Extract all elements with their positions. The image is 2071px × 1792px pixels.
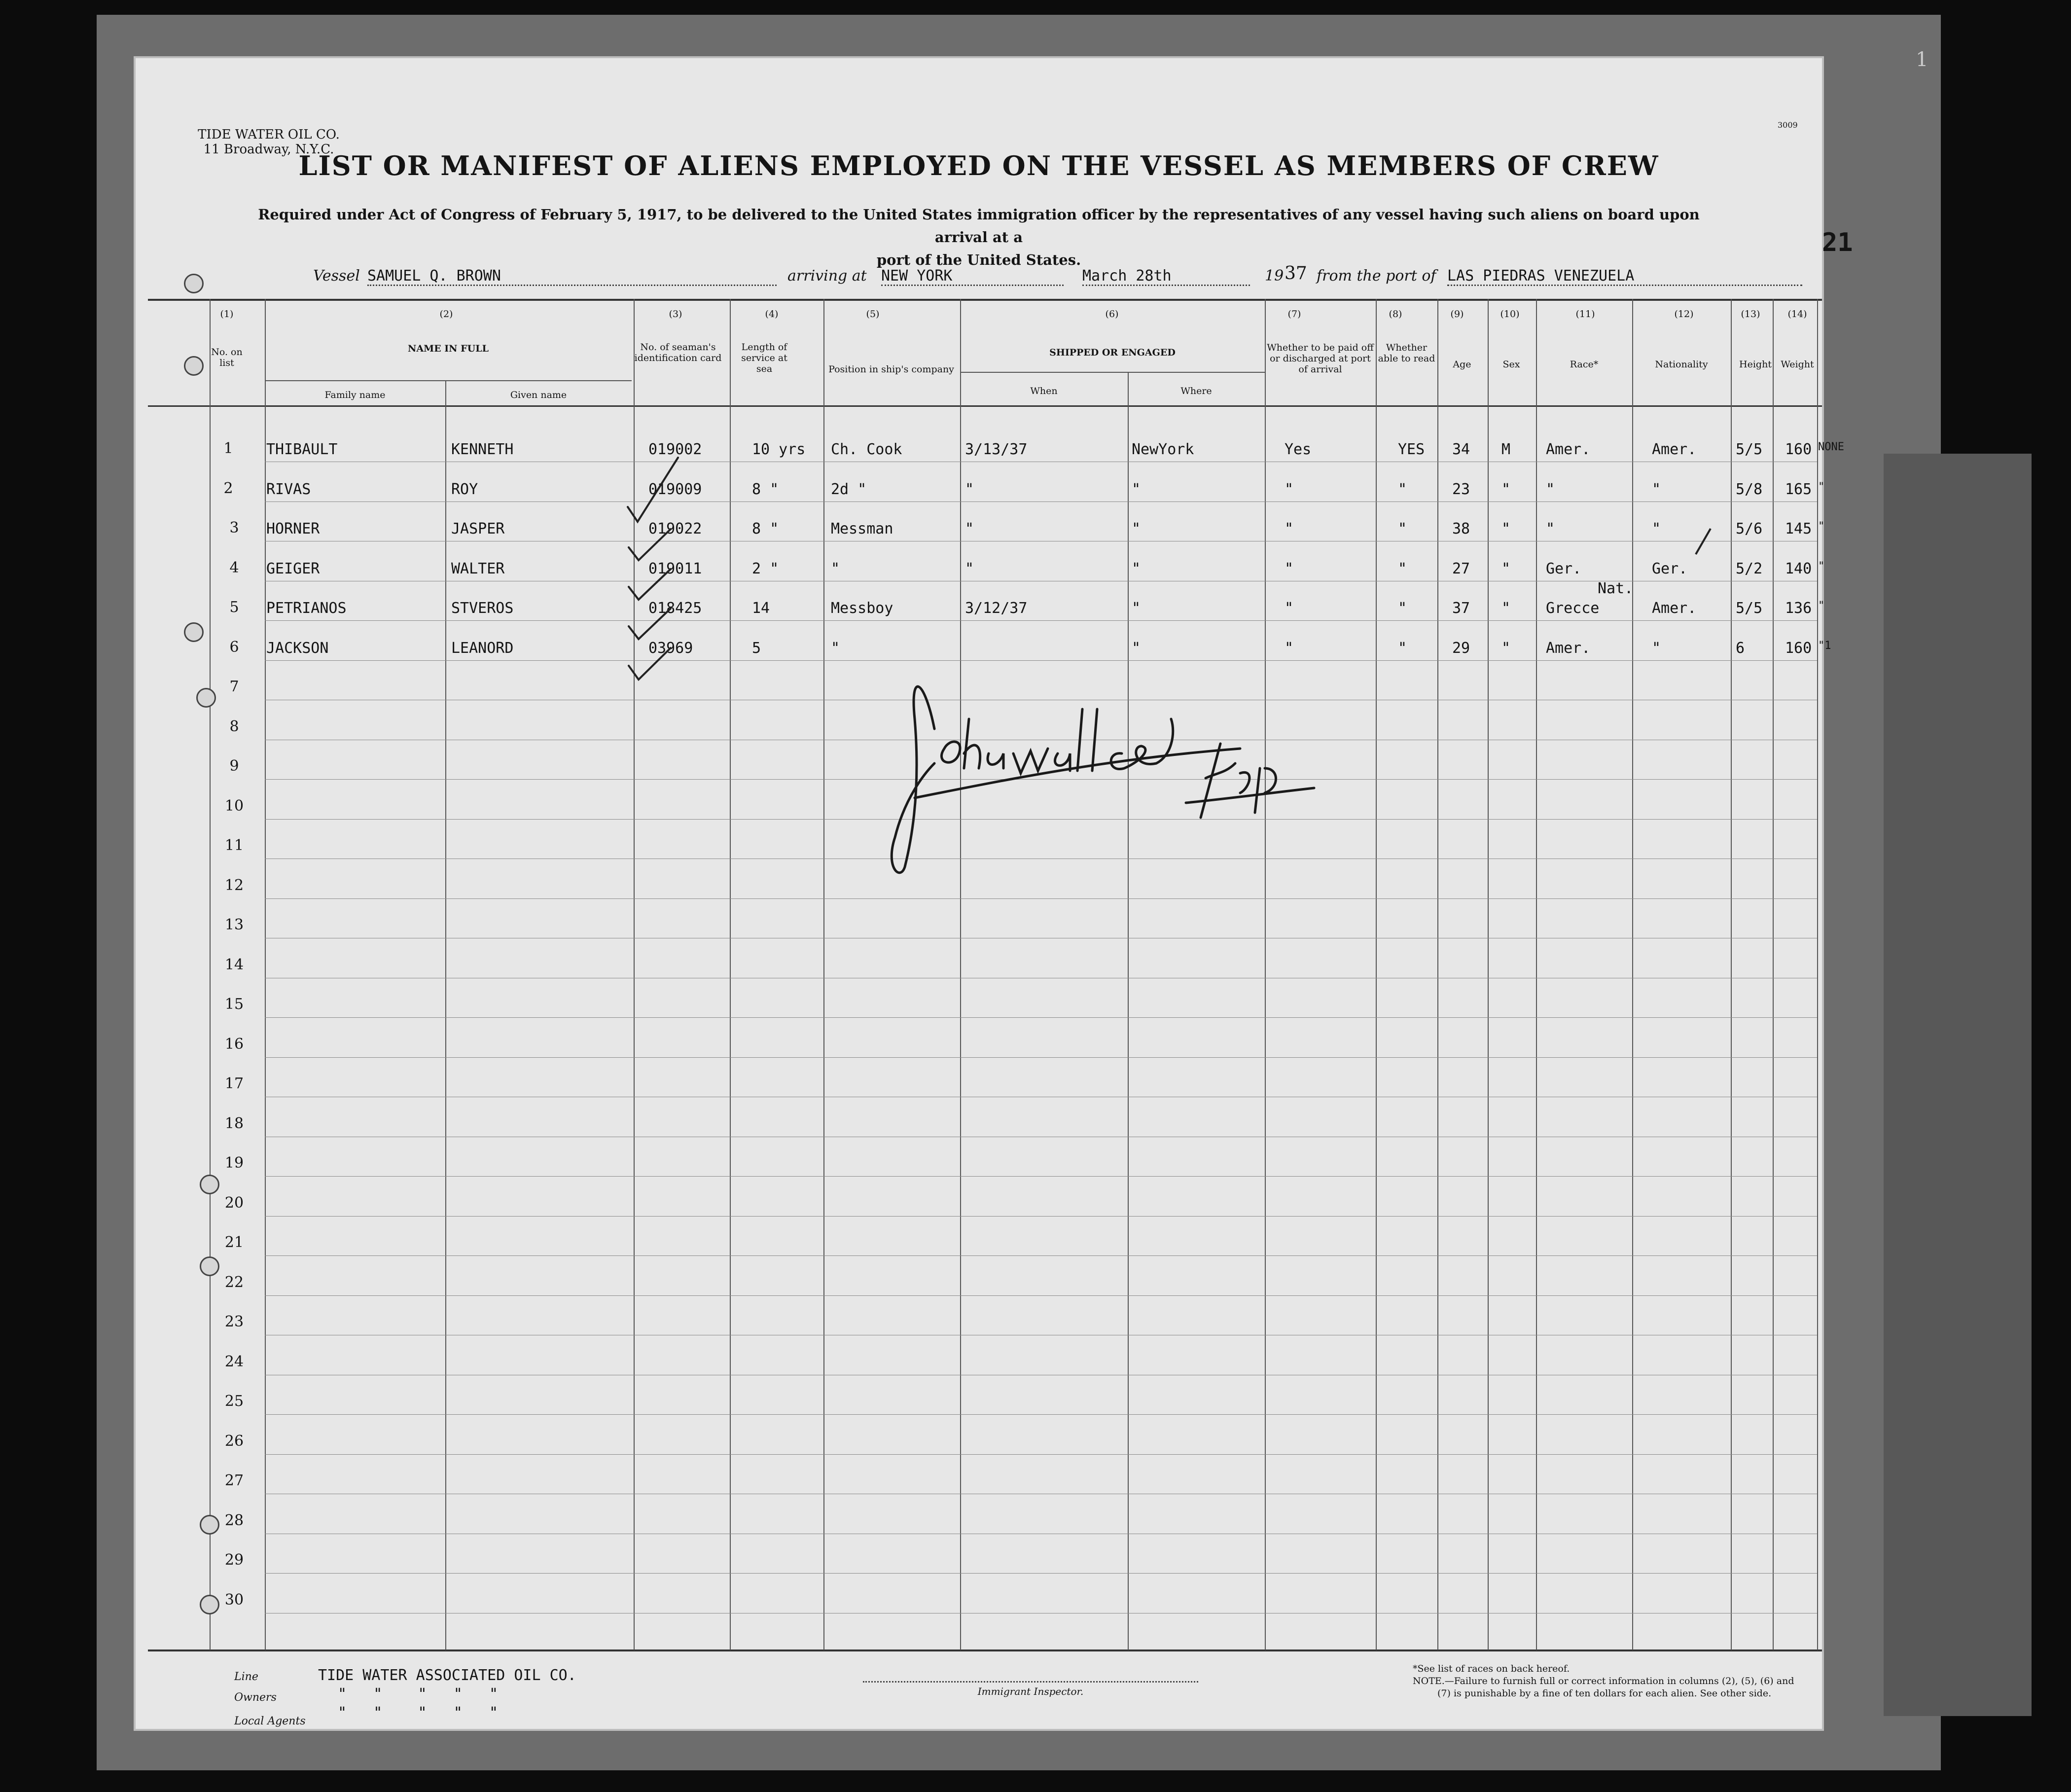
inspector-signature-line [863, 1681, 1198, 1683]
cell-marks: "1 [1818, 640, 1831, 652]
cell-marks: " [1818, 560, 1825, 573]
col-num-7: (7) [1287, 309, 1301, 320]
column-rule [1817, 299, 1818, 1650]
cell-weight: 160 [1785, 441, 1812, 458]
cell-given: KENNETH [451, 441, 514, 458]
col-num-10: (10) [1500, 309, 1520, 320]
row-number: 7 [229, 678, 239, 695]
vessel-name: SAMUEL Q. BROWN [367, 267, 777, 286]
cell-age: 29 [1452, 640, 1470, 657]
row-rule [265, 1255, 1817, 1256]
header-length-service: Length of service at sea [741, 342, 787, 374]
header-weight: Weight [1781, 359, 1814, 370]
checkmark-row-2 [629, 529, 671, 560]
subtitle-line-1: Required under Act of Congress of February 5, 1917, to be delivered to the United States immigration officer by the representatives of any vessel having such aliens on board upon arrival at a [258, 206, 1700, 246]
name-subhead-rule [265, 380, 632, 381]
row-number: 21 [224, 1234, 244, 1251]
col-num-14: (14) [1787, 309, 1807, 320]
checkmark-row-3 [629, 569, 671, 600]
cell-family: HORNER [266, 520, 320, 538]
slash-mark [1694, 527, 1714, 556]
header-where: Where [1180, 386, 1212, 396]
company-address: 11 Broadway, N.Y.C. [203, 142, 334, 157]
row-number: 30 [224, 1591, 244, 1609]
header-age: Age [1453, 359, 1471, 370]
punch-hole [200, 1256, 219, 1276]
cell-marks: " [1818, 600, 1825, 612]
footer-note-penalty-1: NOTE.—Failure to furnish full or correct information in columns (2), (5), (6) and [1413, 1676, 1794, 1686]
cell-weight: 140 [1785, 560, 1812, 577]
cell-age: 23 [1452, 481, 1470, 498]
cell-height: 5/2 [1736, 560, 1763, 577]
row-number: 13 [224, 916, 244, 933]
cell-card: 019011 [648, 560, 702, 577]
cell-read: " [1398, 640, 1407, 657]
cell-length: 5 [752, 640, 761, 657]
header-height: Height [1739, 359, 1772, 370]
cell-where: " [1132, 640, 1141, 657]
table-top-rule [148, 299, 1822, 301]
row-number: 1 [223, 440, 233, 457]
cell-nationality: " [1652, 520, 1661, 538]
row-number: 27 [224, 1472, 244, 1489]
column-rule [445, 380, 446, 1650]
company-name: TIDE WATER OIL CO. [198, 127, 340, 142]
row-rule [265, 1017, 1817, 1018]
footer-inspector-label: Immigrant Inspector. [977, 1685, 1084, 1697]
header-family-name: Family name [324, 390, 386, 400]
row-number: 16 [224, 1036, 244, 1053]
cell-when: 3/12/37 [965, 600, 1028, 617]
checkmark-row-5 [629, 648, 671, 680]
row-rule [265, 1573, 1817, 1574]
cell-position: 2d " [831, 481, 867, 498]
row-number: 8 [229, 718, 239, 735]
row-number: 9 [229, 757, 239, 775]
cell-nationality: Amer. [1652, 600, 1697, 617]
footer-agents-label: Local Agents [234, 1715, 306, 1727]
cell-where: " [1132, 481, 1141, 498]
cell-race: Grecce [1546, 600, 1600, 617]
row-number: 18 [224, 1115, 244, 1132]
cell-height: 5/8 [1736, 481, 1763, 498]
header-paid-off: Whether to be paid off or discharged at port of arrival [1267, 342, 1374, 375]
cell-paid: " [1285, 600, 1294, 617]
cell-age: 27 [1452, 560, 1470, 577]
cell-read: " [1398, 520, 1407, 538]
col-num-2: (2) [439, 309, 453, 320]
row-rule [265, 1176, 1817, 1177]
year-value: 37 [1285, 263, 1307, 284]
cell-sex: " [1501, 640, 1511, 657]
row-number: 19 [224, 1154, 244, 1172]
manifest-title: LIST OR MANIFEST OF ALIENS EMPLOYED ON THE VESSEL AS MEMBERS OF CREW [298, 150, 1659, 181]
cell-position: " [831, 640, 840, 657]
header-able-read: Whether able to read [1378, 342, 1435, 364]
cell-read: YES [1398, 441, 1425, 458]
row-number: 12 [224, 877, 244, 894]
cell-card: 019009 [648, 481, 702, 498]
cell-when: " [965, 481, 974, 498]
row-rule [265, 1414, 1817, 1415]
cell-read: " [1398, 600, 1407, 617]
row-number: 11 [224, 837, 244, 854]
inspector-signature [767, 650, 1339, 877]
header-no-on-list: No. on list [211, 347, 243, 368]
cell-age: 37 [1452, 600, 1470, 617]
cell-race: Amer. [1546, 640, 1591, 657]
row-number: 15 [224, 996, 244, 1013]
row-number: 25 [224, 1393, 244, 1410]
arrival-port: NEW YORK [881, 267, 1064, 286]
header-name-in-full: NAME IN FULL [408, 343, 489, 354]
cell-nationality: " [1652, 640, 1661, 657]
row-number: 24 [224, 1353, 244, 1370]
header-given-name: Given name [510, 390, 567, 400]
cell-weight: 160 [1785, 640, 1812, 657]
header-id-card: No. of seaman's identification card [634, 342, 722, 363]
header-when: When [1030, 386, 1058, 396]
cell-weight: 136 [1785, 600, 1812, 617]
cell-marks: NONE [1818, 441, 1844, 453]
row-number: 10 [224, 797, 244, 815]
cell-card: 019022 [648, 520, 702, 538]
col-num-8: (8) [1389, 309, 1402, 320]
cell-nationality: " [1652, 481, 1661, 498]
cell-card: 018425 [648, 600, 702, 617]
cell-race: " [1546, 481, 1555, 498]
row-number: 14 [224, 956, 244, 973]
row-number: 28 [224, 1512, 244, 1529]
punch-hole [196, 688, 216, 708]
row-number: 17 [224, 1075, 244, 1092]
cell-paid: " [1285, 640, 1294, 657]
cell-race: Amer. [1546, 441, 1591, 458]
cell-length: 2 " [752, 560, 779, 577]
table-bottom-rule [148, 1649, 1822, 1651]
cell-card: 03969 [648, 640, 693, 657]
cell-sex: " [1501, 600, 1511, 617]
col-num-6: (6) [1105, 309, 1119, 320]
row-number: 22 [224, 1274, 244, 1291]
cell-marks: " [1818, 520, 1825, 533]
nat-note: Nat. [1598, 580, 1634, 597]
cell-paid: " [1285, 520, 1294, 538]
header-race: Race* [1570, 359, 1599, 370]
cell-marks: " [1818, 481, 1825, 493]
cell-given: LEANORD [451, 640, 514, 657]
from-port-label: from the port of [1317, 267, 1436, 285]
header-position: Position in ship's company [828, 364, 954, 375]
row-number: 26 [224, 1433, 244, 1450]
cell-position: Ch. Cook [831, 441, 902, 458]
row-rule [265, 620, 1817, 621]
row-number: 4 [229, 559, 239, 576]
cell-where: " [1132, 600, 1141, 617]
cell-height: 5/5 [1736, 441, 1763, 458]
footer-owners-ditto: " " " " " [338, 1685, 499, 1703]
row-number: 5 [229, 599, 239, 616]
cell-family: RIVAS [266, 481, 311, 498]
cell-given: JASPER [451, 520, 505, 538]
cell-race: Ger. [1546, 560, 1582, 577]
col-num-11: (11) [1575, 309, 1595, 320]
cell-paid: " [1285, 560, 1294, 577]
manifest-subtitle [234, 203, 1723, 271]
cell-age: 34 [1452, 441, 1470, 458]
cell-sex: " [1501, 481, 1511, 498]
cell-read: " [1398, 560, 1407, 577]
cell-when: " [965, 520, 974, 538]
cell-card: 019002 [648, 441, 702, 458]
footer-note-penalty-2: (7) is punishable by a fine of ten dollars for each alien. See other side. [1437, 1688, 1772, 1699]
cell-sex: " [1501, 560, 1511, 577]
cell-position: " [831, 560, 840, 577]
row-number: 2 [223, 480, 233, 497]
cell-when: " [965, 560, 974, 577]
form-number: 3009 [1778, 120, 1798, 130]
footer-line-label: Line [234, 1671, 258, 1683]
header-shipped-engaged: SHIPPED OR ENGAGED [1049, 347, 1176, 358]
row-number: 23 [224, 1313, 244, 1330]
cell-where: NewYork [1132, 441, 1194, 458]
binder-spine [1884, 454, 2032, 1716]
sheet-number: 21 [1822, 228, 1853, 257]
manifest-page [136, 48, 1928, 1729]
cell-length: 10 yrs [752, 441, 806, 458]
cell-height: 6 [1736, 640, 1745, 657]
vessel-label: Vessel [313, 267, 360, 285]
punch-hole [200, 1175, 219, 1194]
page-mark: 1 [1916, 48, 1928, 71]
row-number: 3 [229, 519, 239, 537]
cell-length: 8 " [752, 520, 779, 538]
row-rule [265, 1057, 1817, 1058]
column-rule [1128, 372, 1129, 1650]
cell-where: " [1132, 560, 1141, 577]
checkmark-row-1 [628, 458, 678, 522]
header-nationality: Nationality [1655, 359, 1708, 370]
col-num-1: (1) [220, 309, 234, 320]
cell-nationality: Ger. [1652, 560, 1688, 577]
cell-height: 5/6 [1736, 520, 1763, 538]
header-bottom-rule [148, 405, 1822, 407]
shipped-subhead-rule [960, 372, 1265, 373]
checkmarks [624, 403, 683, 709]
cell-paid: Yes [1285, 441, 1312, 458]
arrival-date: March 28th [1082, 267, 1250, 286]
row-rule [265, 898, 1817, 899]
footer-line-value: TIDE WATER ASSOCIATED OIL CO. [318, 1667, 576, 1684]
cell-given: WALTER [451, 560, 505, 577]
footer-note-races: *See list of races on back hereof. [1413, 1663, 1570, 1674]
row-number: 29 [224, 1551, 244, 1569]
cell-weight: 165 [1785, 481, 1812, 498]
cell-read: " [1398, 481, 1407, 498]
row-number: 20 [224, 1194, 244, 1212]
punch-hole [184, 274, 204, 293]
subtitle-line-2: port of the United States. [876, 251, 1081, 268]
from-port: LAS PIEDRAS VENEZUELA [1447, 267, 1802, 286]
cell-length: 14 [752, 600, 770, 617]
cell-family: THIBAULT [266, 441, 338, 458]
row-rule [265, 1295, 1817, 1296]
col-num-9: (9) [1450, 309, 1464, 320]
checkmark-row-4 [629, 609, 671, 639]
arriving-label: arriving at [787, 267, 867, 285]
cell-given: STVEROS [451, 600, 514, 617]
cell-family: PETRIANOS [266, 600, 347, 617]
cell-weight: 145 [1785, 520, 1812, 538]
punch-hole [184, 356, 204, 376]
cell-length: 8 " [752, 481, 779, 498]
cell-sex: M [1501, 441, 1511, 458]
punch-hole [200, 1515, 219, 1535]
col-num-5: (5) [866, 309, 880, 320]
year-prefix: 19 [1265, 267, 1284, 285]
footer-agents-ditto: " " " " " [338, 1704, 499, 1721]
row-rule [265, 1216, 1817, 1217]
cell-position: Messboy [831, 600, 893, 617]
punch-hole [184, 622, 204, 642]
cell-given: ROY [451, 481, 478, 498]
col-num-3: (3) [669, 309, 682, 320]
punch-hole [200, 1595, 219, 1614]
footer-owners-label: Owners [234, 1691, 277, 1704]
cell-age: 38 [1452, 520, 1470, 538]
header-sex: Sex [1502, 359, 1520, 370]
cell-family: GEIGER [266, 560, 320, 577]
row-number: 6 [229, 639, 239, 656]
col-num-12: (12) [1674, 309, 1694, 320]
cell-sex: " [1501, 520, 1511, 538]
cell-family: JACKSON [266, 640, 329, 657]
column-rule [210, 299, 211, 1650]
col-num-4: (4) [765, 309, 779, 320]
cell-nationality: Amer. [1652, 441, 1697, 458]
col-num-13: (13) [1741, 309, 1760, 320]
cell-position: Messman [831, 520, 893, 538]
cell-height: 5/5 [1736, 600, 1763, 617]
cell-where: " [1132, 520, 1141, 538]
cell-race: " [1546, 520, 1555, 538]
cell-when: 3/13/37 [965, 441, 1028, 458]
cell-paid: " [1285, 481, 1294, 498]
row-rule [265, 1454, 1817, 1455]
